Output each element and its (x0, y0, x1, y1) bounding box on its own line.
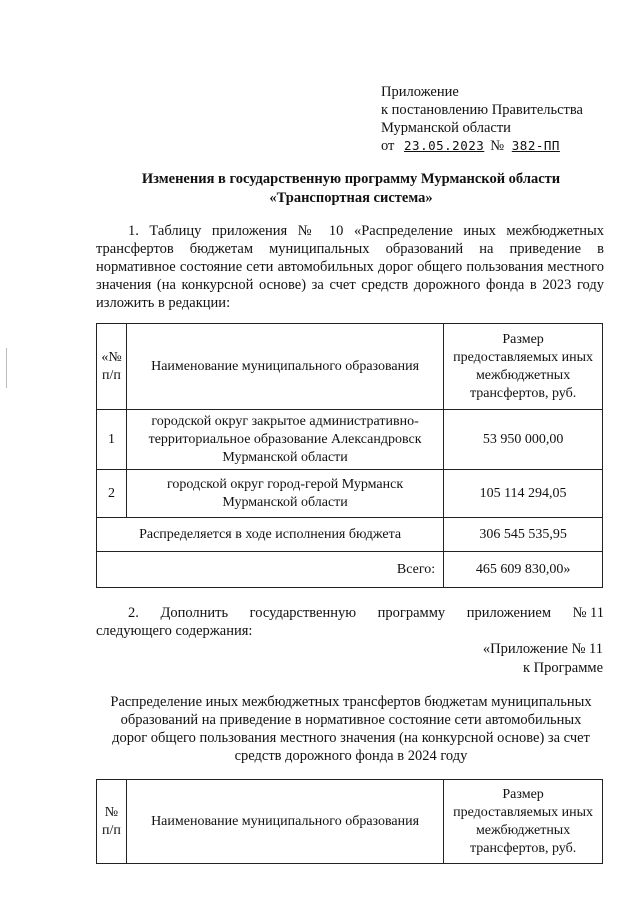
paragraph-2-word: программу (377, 605, 446, 621)
header-num: № п/п (97, 780, 127, 864)
total-label: Всего: (97, 552, 444, 588)
appendix-line-2: к постановлению Правительства (381, 102, 583, 118)
subtitle-line-2: образований на приведение в нормативное состояние сети автомобильных (120, 712, 582, 728)
paragraph-2-word: Дополнить (160, 605, 229, 621)
scan-margin-mark (6, 348, 7, 388)
ref-line-2: к Программе (522, 660, 603, 676)
table-row (97, 410, 603, 470)
number-prefix: № (490, 138, 505, 154)
subtitle-line-3: дорог общего пользования местного значения (на конкурсной основе) за счет (112, 730, 590, 746)
appendix-line-1: Приложение (381, 84, 459, 100)
appendix-11-reference (483, 640, 603, 678)
paragraph-2-line-1 (96, 604, 604, 622)
distributed-amount: 306 545 535,95 (444, 518, 603, 552)
distributed-label: Распределяется в ходе исполнения бюджета (97, 518, 444, 552)
header-amount: Размер предоставляемых иных межбюджетных трансфертов, руб. (444, 780, 603, 864)
title-line-2: «Транспортная система» (269, 190, 433, 206)
row-num: 1 (97, 410, 127, 470)
header-num: «№ п/п (97, 324, 127, 410)
decree-date: 23.05.2023 (404, 138, 485, 153)
header-amount: Размер предоставляемых иных межбюджетных трансфертов, руб. (444, 324, 603, 410)
paragraph-1: 1. Таблицу приложения № 10 «Распределение иных межбюджетных трансфертов бюджетам муниципальных образований на приведение в нормативное состояние сети автомобильных дорог общего пользования местного значения (на конкурсной основе) за счет средств дорожного фонда в 2023 году изложить в редакции: (96, 223, 604, 311)
row-amount: 105 114 294,05 (444, 470, 603, 518)
row-amount: 53 950 000,00 (444, 410, 603, 470)
paragraph-2-word: государственную (249, 605, 357, 621)
distribution-table-2024 (96, 779, 603, 864)
subtitle-line-1: Распределение иных межбюджетных трансфертов бюджетам муниципальных (110, 694, 592, 710)
date-prefix: от (381, 138, 395, 154)
table-header-row (97, 324, 603, 410)
total-amount: 465 609 830,00» (444, 552, 603, 588)
appendix-date-line (381, 137, 583, 155)
header-name: Наименование муниципального образования (126, 780, 443, 864)
appendix-line-3: Мурманской области (381, 120, 511, 136)
title-line-1: Изменения в государственную программу Мурманской области (141, 171, 561, 187)
row-num: 2 (97, 470, 127, 518)
ref-line-1: «Приложение № 11 (482, 641, 603, 657)
distributed-row (97, 518, 603, 552)
appendix-11-title (96, 693, 606, 765)
appendix-block (381, 83, 583, 155)
row-name: городской округ город-герой Мурманск Мурманской области (126, 470, 443, 518)
distribution-table-2023 (96, 323, 603, 588)
paragraph-2-word: 2. (128, 605, 139, 621)
paragraph-2 (96, 604, 604, 640)
table-header-row (97, 780, 603, 864)
paragraph-2-line-2: следующего содержания: (96, 623, 253, 639)
paragraph-2-word: № 11 (572, 605, 604, 621)
subtitle-line-4: средств дорожного фонда в 2024 году (234, 748, 468, 764)
header-name: Наименование муниципального образования (126, 324, 443, 410)
total-row (97, 552, 603, 588)
document-title (96, 170, 606, 208)
table-row (97, 470, 603, 518)
paragraph-2-word: приложением (466, 605, 552, 621)
decree-number: 382-ПП (511, 138, 560, 153)
row-name: городской округ закрытое административно-территориальное образование Александровск Мурманской области (126, 410, 443, 470)
